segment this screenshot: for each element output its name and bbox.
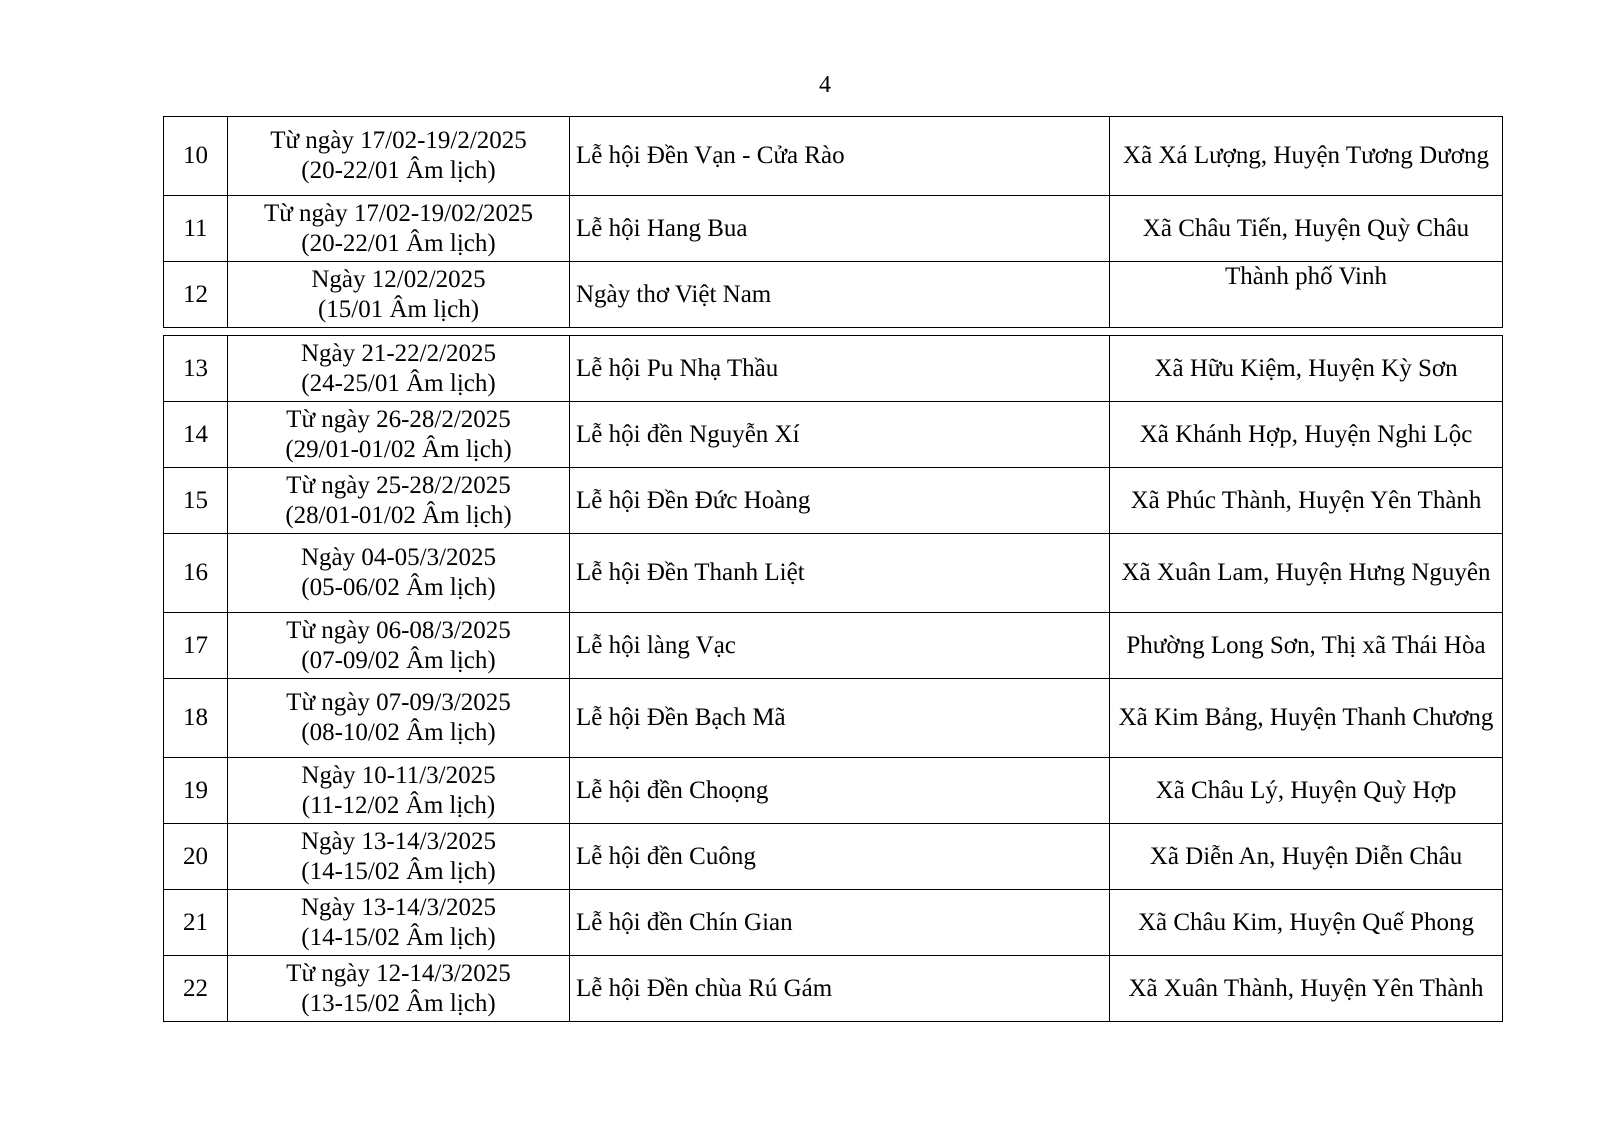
date-cell [228,534,570,613]
location: Xã Châu Lý, Huyện Quỳ Hợp [1110,758,1503,824]
row-number: 22 [164,956,228,1022]
festival-name: Lễ hội Đền chùa Rú Gám [570,956,1110,1022]
date-cell [228,956,570,1022]
date-line: Ngày 04-05/3/2025 [300,544,497,571]
date-cell [228,679,570,758]
date-cell [228,336,570,402]
row-number: 13 [164,336,228,402]
table-row [164,196,1503,262]
table-row [164,402,1503,468]
row-number: 14 [164,402,228,468]
lunar-date-line: (05-06/02 Âm lịch) [301,574,496,601]
row-number: 10 [164,117,228,196]
table-row [164,262,1503,328]
lunar-date-line: (20-22/01 Âm lịch) [301,229,496,257]
location: Xã Phúc Thành, Huyện Yên Thành [1110,468,1503,534]
row-number: 20 [164,824,228,890]
location: Xã Châu Tiến, Huyện Quỳ Châu [1110,196,1503,262]
festival-name: Lễ hội Pu Nhạ Thầu [570,336,1110,402]
date-cell [228,468,570,534]
date-line: Từ ngày 17/02-19/2/2025 [270,127,527,154]
lunar-date-line: (13-15/02 Âm lịch) [301,989,496,1017]
lunar-date-line: (29/01-01/02 Âm lịch) [285,435,512,463]
lunar-date-line: (20-22/01 Âm lịch) [301,157,496,184]
date-line: Từ ngày 25-28/2/2025 [286,471,511,499]
lunar-date-line: (14-15/02 Âm lịch) [301,857,496,885]
lunar-date-line: (07-09/02 Âm lịch) [301,646,496,674]
location: Xã Kim Bảng, Huyện Thanh Chương [1110,679,1503,758]
table-row [164,117,1503,196]
date-cell [228,196,570,262]
location: Xã Diễn An, Huyện Diễn Châu [1110,824,1503,890]
date-line: Từ ngày 12-14/3/2025 [286,959,511,987]
date-cell [228,117,570,196]
festival-name: Lễ hội Hang Bua [570,196,1110,262]
date-line: Từ ngày 26-28/2/2025 [286,405,511,433]
date-line: Từ ngày 17/02-19/02/2025 [263,199,534,227]
festival-name: Lễ hội đền Nguyễn Xí [570,402,1110,468]
festival-table-top [163,116,1503,328]
lunar-date-line: (08-10/02 Âm lịch) [301,719,496,746]
lunar-date-line: (14-15/02 Âm lịch) [301,923,496,951]
festival-name: Lễ hội Đền Bạch Mã [570,679,1110,758]
row-number: 12 [164,262,228,328]
table-row [164,758,1503,824]
table-row [164,679,1503,758]
row-number: 16 [164,534,228,613]
date-cell [228,824,570,890]
lunar-date-line: (24-25/01 Âm lịch) [301,369,496,397]
row-number: 18 [164,679,228,758]
festival-name: Ngày thơ Việt Nam [570,262,1110,328]
festival-table-bottom [163,335,1503,1022]
table-row [164,613,1503,679]
date-line: Ngày 21-22/2/2025 [300,339,497,367]
date-cell [228,613,570,679]
lunar-date-line: (11-12/02 Âm lịch) [301,791,496,819]
date-line: Ngày 12/02/2025 [311,265,486,293]
festival-name: Lễ hội Đền Đức Hoàng [570,468,1110,534]
table-row [164,468,1503,534]
date-line: Từ ngày 06-08/3/2025 [286,616,511,644]
page-number: 4 [819,72,831,98]
festival-name: Lễ hội đền Cuông [570,824,1110,890]
location: Xã Châu Kim, Huyện Quế Phong [1110,890,1503,956]
table-row [164,890,1503,956]
table-row [164,956,1503,1022]
date-line: Ngày 13-14/3/2025 [300,893,497,921]
festival-name: Lễ hội Đền Thanh Liệt [570,534,1110,613]
location: Phường Long Sơn, Thị xã Thái Hòa [1110,613,1503,679]
row-number: 15 [164,468,228,534]
table-row [164,534,1503,613]
location: Xã Xuân Thành, Huyện Yên Thành [1110,956,1503,1022]
festival-name: Lễ hội Đền Vạn - Cửa Rào [570,117,1110,196]
row-number: 11 [164,196,228,262]
row-number: 21 [164,890,228,956]
date-cell [228,402,570,468]
date-line: Từ ngày 07-09/3/2025 [286,689,511,716]
date-cell [228,758,570,824]
row-number: 17 [164,613,228,679]
festival-name: Lễ hội đền Chín Gian [570,890,1110,956]
lunar-date-line: (28/01-01/02 Âm lịch) [285,501,512,529]
festival-name: Lễ hội làng Vạc [570,613,1110,679]
date-cell [228,890,570,956]
festival-name: Lễ hội đền Choọng [570,758,1110,824]
date-line: Ngày 13-14/3/2025 [300,827,497,855]
table-row [164,824,1503,890]
lunar-date-line: (15/01 Âm lịch) [317,295,480,323]
date-line: Ngày 10-11/3/2025 [301,761,496,789]
location: Xã Khánh Hợp, Huyện Nghi Lộc [1110,402,1503,468]
location: Xã Xuân Lam, Huyện Hưng Nguyên [1110,534,1503,613]
row-number: 19 [164,758,228,824]
location: Thành phố Vinh [1110,262,1503,328]
location: Xã Xá Lượng, Huyện Tương Dương [1110,117,1503,196]
table-row [164,336,1503,402]
location: Xã Hữu Kiệm, Huyện Kỳ Sơn [1110,336,1503,402]
date-cell [228,262,570,328]
